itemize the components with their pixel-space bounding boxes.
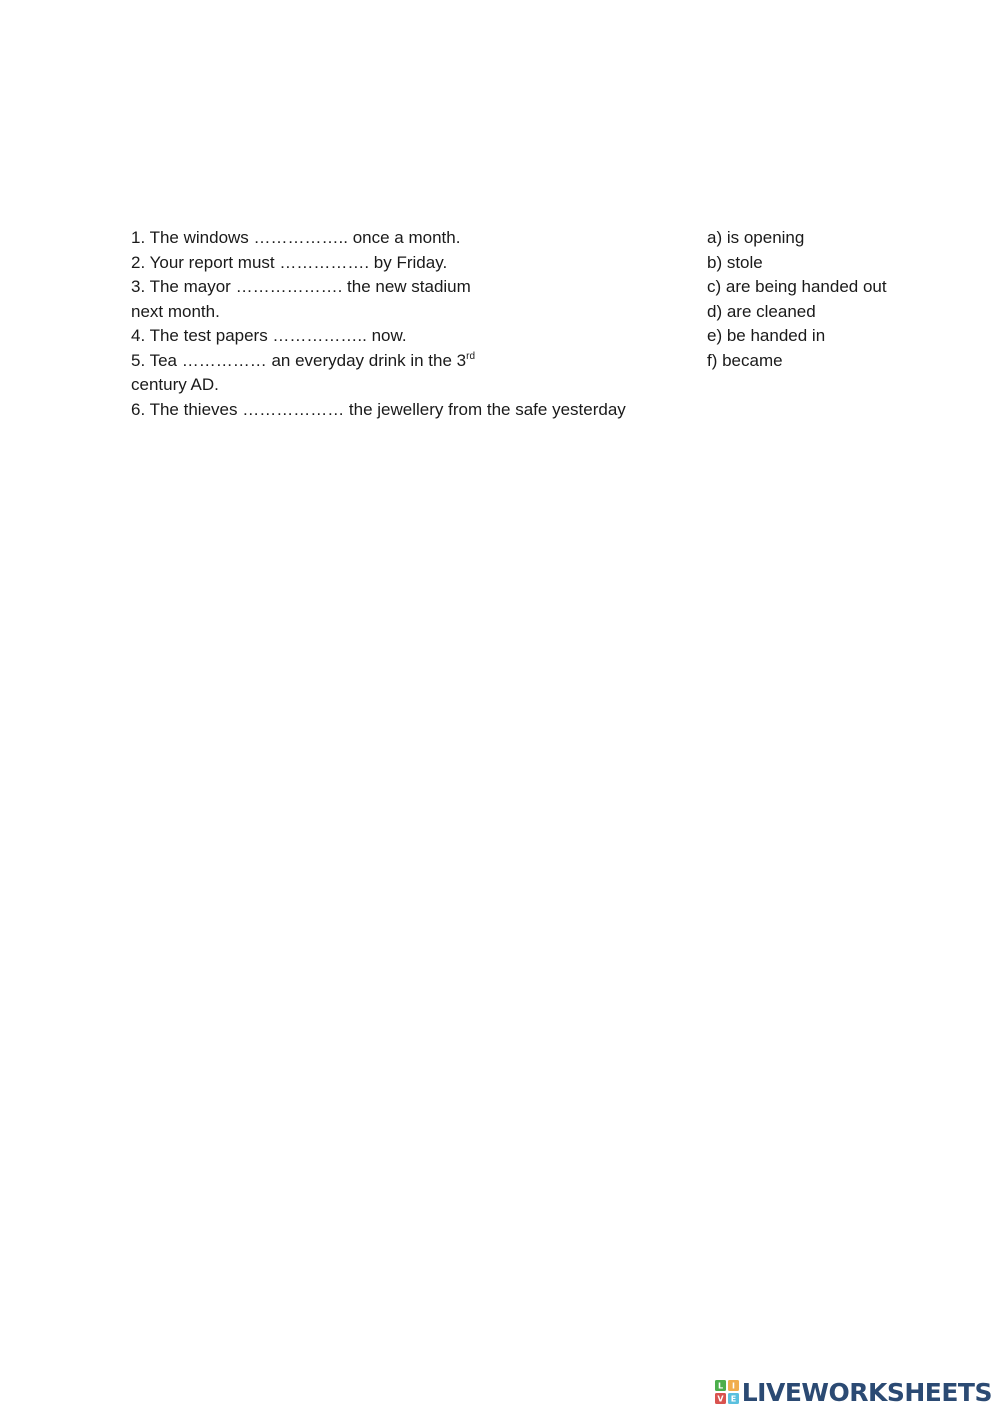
question-5	[131, 349, 691, 374]
svg-text:L: L	[717, 1381, 723, 1391]
question-3-continued: next month.	[131, 301, 220, 321]
question-5-text: 5. Tea …………… an everyday drink in the 3	[131, 350, 467, 370]
liveworksheets-logo-icon	[715, 1380, 739, 1404]
questions-column	[131, 226, 691, 422]
question-1: 1. The windows …………….. once a month.	[131, 228, 461, 247]
question-5-continued: century AD.	[131, 375, 219, 394]
answers-column	[707, 226, 967, 373]
ordinal-superscript: rd	[466, 350, 476, 362]
answer-e: e) be handed in	[707, 326, 826, 345]
liveworksheets-brand	[715, 1376, 992, 1408]
svg-text:V: V	[717, 1394, 724, 1404]
svg-text:E: E	[730, 1394, 736, 1404]
answer-f: f) became	[707, 350, 783, 370]
question-3: 3. The mayor ………………. the new stadium	[131, 277, 471, 296]
svg-text:I: I	[731, 1381, 735, 1391]
question-2: 2. Your report must ……………. by Friday.	[131, 252, 448, 272]
answer-d: d) are cleaned	[707, 301, 816, 321]
answer-a: a) is opening	[707, 228, 805, 247]
brand-wordmark: LIVEWORKSHEETS	[741, 1377, 992, 1407]
question-6: 6. The thieves ……………… the jewellery from the safe yesterday	[131, 399, 626, 419]
answer-b: b) stole	[707, 252, 763, 272]
answer-c: c) are being handed out	[707, 277, 887, 296]
question-4: 4. The test papers …………….. now.	[131, 326, 407, 345]
